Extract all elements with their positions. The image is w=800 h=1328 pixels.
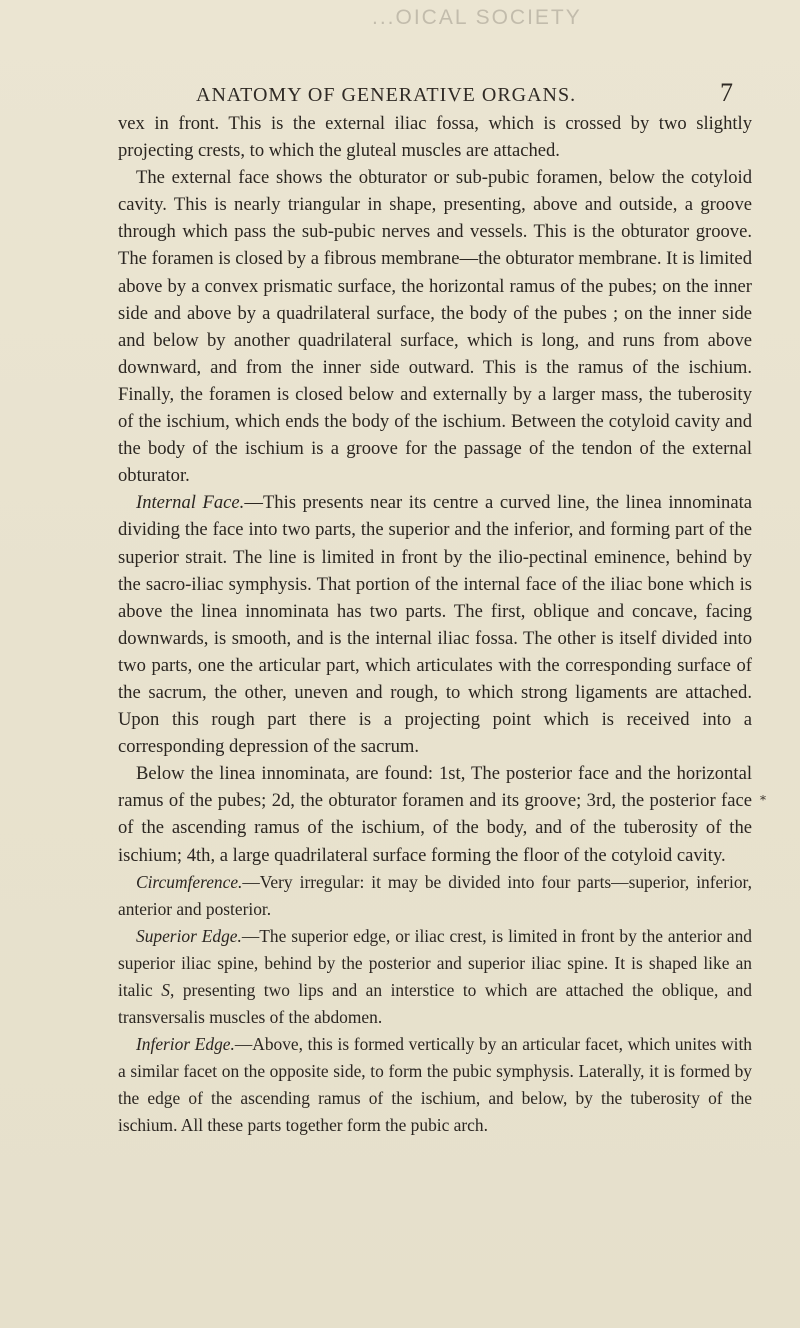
- page-number: 7: [720, 78, 733, 107]
- library-stamp: ...OICAL SOCIETY: [372, 6, 582, 29]
- paragraph-6: [118, 923, 752, 1031]
- paragraph-7-text: —Above, this is formed vertically by an articular facet, which unites with a similar facet on the opposite side, to form the pubic symphysis. Laterally, it is formed by the edge of the ascending ramus of the ischium, and below, by the tuberosity of the ischium. All these parts together form the pubic arch.: [118, 1034, 752, 1136]
- paragraph-6-text-a: —The superior edge, or iliac crest, is limited in front by the anterior and superior iliac spine, behind by the posterior and superior iliac spine. It is shaped like an italic: [118, 925, 752, 1000]
- body-text: [118, 110, 752, 1140]
- paragraph-3-heading: Internal Face.: [136, 492, 245, 514]
- paragraph-3-text: —This presents near its centre a curved line, the linea innominata dividing the face into two parts, the superior and the inferior, and forming part of the superior strait. The line is limited in front by the ilio-pectinal eminence, behind by the sacro-iliac symphysis. That portion of the internal face of the iliac bone which is above the linea innominata has two parts. The first, oblique and concave, facing downwards, is smooth, and is the internal iliac fossa. The other is itself divided into two parts, one the articular part, which articulates with the corresponding surface of the sacrum, the other, uneven and rough, to which strong ligaments are attached. Upon this rough part there is a projecting point which is received into a corresponding depression of the sacrum.: [118, 492, 752, 758]
- paragraph-4: Below the linea innominata, are found: 1st, The posterior face and the horizontal ramus of the pubes; 2d, the obturator foramen and its groove; 3rd, the posterior face of the ascending ramus of the ischium, of the body, and of the tuberosity of the ischium; 4th, a large quadrilateral surface forming the floor of the cotyloid cavity.: [118, 763, 752, 866]
- paragraph-6-italic-s: S: [161, 980, 170, 1000]
- paragraph-7: [118, 1031, 752, 1139]
- paragraph-3: [118, 489, 752, 760]
- paragraph-5: [118, 869, 752, 923]
- paragraph-1: vex in front. This is the external iliac fossa, which is crossed by two slightly projecting crests, to which the gluteal muscles are attached.: [118, 113, 752, 162]
- paragraph-5-text: —Very irregular: it may be divided into four parts—superior, inferior, anterior and posterior.: [118, 871, 752, 919]
- paragraph-5-heading: Circumference.: [136, 871, 243, 892]
- margin-mark: *: [760, 793, 766, 807]
- paragraph-6-heading: Superior Edge.: [136, 925, 242, 946]
- paragraph-6-text-b: , presenting two lips and an interstice to which are attached the oblique, and transversalis muscles of the abdomen.: [118, 980, 752, 1028]
- paragraph-2: The external face shows the obturator or sub-pubic foramen, below the cotyloid cavity. This is nearly triangular in shape, presenting, above and outside, a groove through which pass the sub-pubic nerves and vessels. This is the obturator groove. The foramen is closed by a fibrous membrane—the obturator membrane. It is limited above by a convex prismatic surface, the horizontal ramus of the pubes; on the inner side and above by a quadrilateral surface, the body of the pubes ; on the inner side and below by another quadrilateral surface, which is long, and runs from above downward, and from the inner side outward. This is the ramus of the ischium. Finally, the foramen is closed below and externally by a larger mass, the tuberosity of the ischium, which ends the body of the ischium. Between the cotyloid cavity and the body of the ischium is a groove for the passage of the tendon of the external obturator.: [118, 167, 752, 487]
- running-head: ANATOMY OF GENERATIVE ORGANS.: [196, 84, 577, 106]
- paragraph-7-heading: Inferior Edge.: [136, 1034, 235, 1055]
